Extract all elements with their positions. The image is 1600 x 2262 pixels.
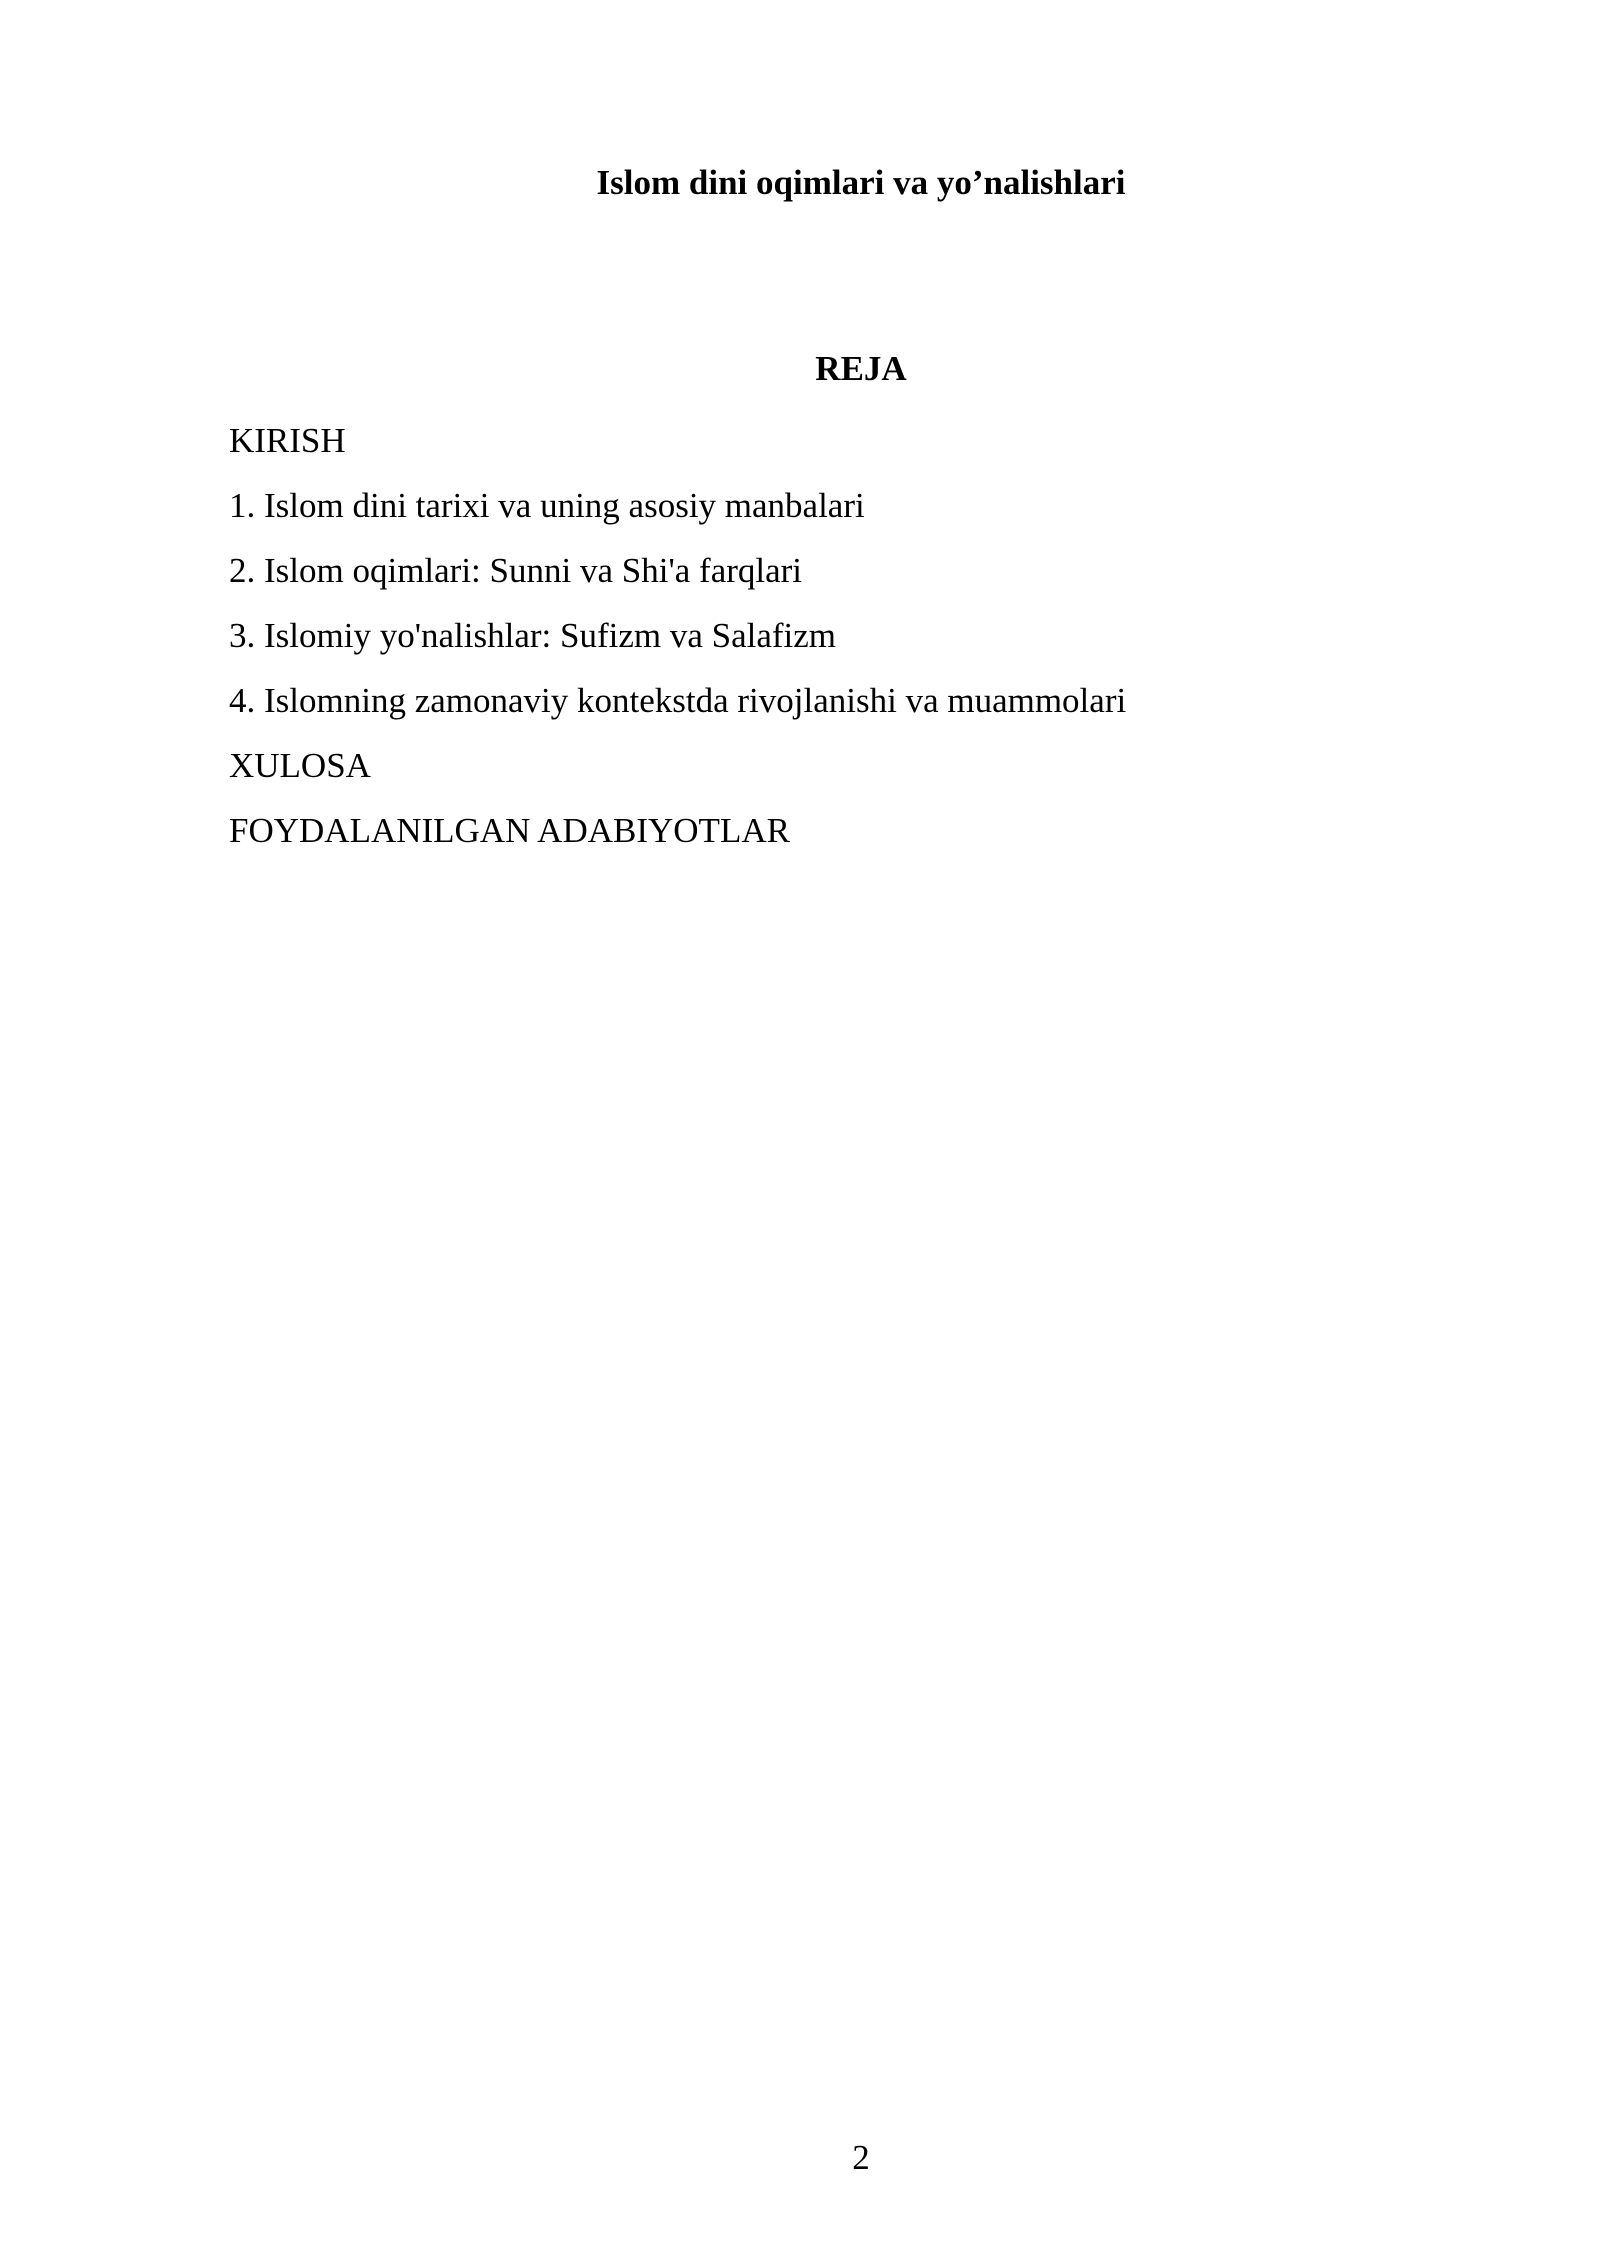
- page-number: 2: [852, 2138, 870, 2177]
- document-title: Islom dini oqimlari va yo’nalishlari: [596, 163, 1126, 202]
- plan-list: [229, 420, 1126, 875]
- plan-item-1: 1. Islom dini tarixi va uning asosiy manbalari: [229, 486, 865, 525]
- plan-heading: REJA: [815, 349, 907, 388]
- plan-item-3: 3. Islomiy yo'nalishlar: Sufizm va Salafizm: [229, 616, 837, 655]
- plan-item-references: FOYDALANILGAN ADABIYOTLAR: [229, 811, 790, 850]
- plan-item-2: 2. Islom oqimlari: Sunni va Shi'a farqlari: [229, 551, 803, 590]
- plan-item-introduction: KIRISH: [229, 421, 346, 460]
- plan-item-4: 4. Islomning zamonaviy kontekstda rivojlanishi va muammolari: [229, 681, 1127, 720]
- plan-item-conclusion: XULOSA: [229, 746, 371, 785]
